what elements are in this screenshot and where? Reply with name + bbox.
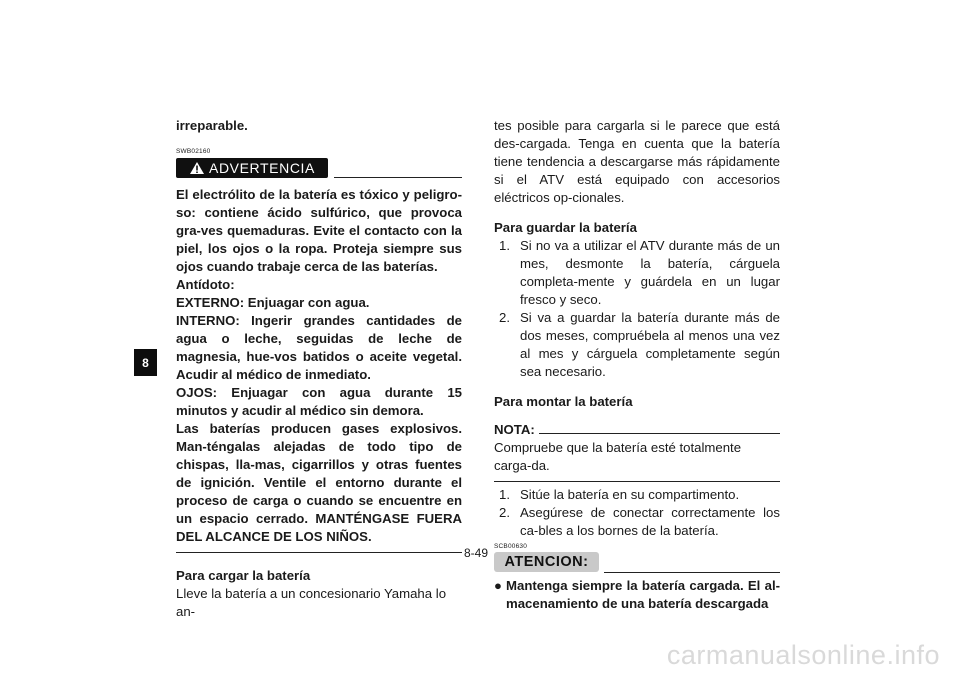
step-number: 1. [499,487,510,502]
step-text: Asegúrese de conectar correctamente los ca-bles a los bornes de la batería. [520,505,780,538]
list-item [494,309,780,381]
caution-text: Mantenga siempre la batería cargada. El al-macenamiento de una batería descargada [506,578,780,611]
list-item [494,486,780,504]
warning-paragraph: INTERNO: Ingerir grandes cantidades de agua o leche, seguidas de leche de magnesia, hue-vos batidos o aceite vegetal. Acudir al médico de inmediato. [176,313,462,382]
warning-triangle-icon [189,161,205,175]
install-steps [494,486,780,540]
caution-rule [604,572,780,573]
step-number: 2. [499,505,510,520]
warning-code: SWB02160 [176,148,211,155]
step-text: Si va a guardar la batería durante más de dos meses, compruébela al menos una vez al mes y cárguela completamente según sea necesario. [520,310,780,379]
store-steps [494,237,780,381]
warning-paragraph: OJOS: Enjuagar con agua durante 15 minutos y acudir al médico sin demora. [176,385,462,418]
caution-code: SCB00630 [494,543,528,550]
step-number: 1. [499,238,510,253]
note-header [494,421,780,439]
warning-rule [334,177,462,178]
caution-header [494,551,780,575]
page-number: 8-49 [464,546,489,560]
warning-paragraph: El electrólito de la batería es tóxico y peligro-so: contiene ácido sulfúrico, que provoca gra-ves quemaduras. Evite el contacto con la piel, los ojos o la ropa. Proteja siempre sus ojos cuando trabaje cerca de las baterías. [176,187,462,274]
bullet-icon: ● [494,578,502,593]
charge-text: Lleve la batería a un concesionario Yamaha lo an- [176,586,447,619]
list-item [494,504,780,540]
warning-paragraph: Las baterías producen gases explosivos. Man-téngalas alejadas de todo tipo de chispas, lla-mas, cigarrillos y otras fuentes de ignición. Ventile el entorno durante el proceso de carga o cuando se encuentre en un espacio cerrado. MANTÉNGASE FUERA DEL ALCANCE DE LOS NIÑOS. [176,421,462,544]
charge-heading: Para cargar la batería [176,568,311,583]
note-text: Compruebe que la batería esté totalmente carga-da. [494,440,742,473]
warning-badge [176,158,328,178]
watermark: carmanualsonline.info [666,640,940,670]
left-column [176,117,462,621]
step-text: Sitúe la batería en su compartimento. [520,487,740,502]
note-label: NOTA: [494,422,535,437]
continued-text-top: irreparable. [176,118,248,133]
continued-text: tes posible para cargarla si le parece que está des-cargada. Tenga en cuenta que la batería tiene tendencia a descargarse más rápidamente si el ATV está equipado con accesorios eléctricos op-cionales. [494,118,780,205]
warning-header [176,158,462,180]
note-rule [539,433,780,434]
warning-body [176,186,462,546]
caution-label: ATENCION: [504,554,589,570]
caution-badge [494,552,599,572]
step-number: 2. [499,310,510,325]
note-end-rule [494,481,780,482]
store-heading: Para guardar la batería [494,220,637,235]
warning-paragraph: EXTERNO: Enjuagar con agua. [176,295,370,310]
warning-paragraph: Antídoto: [176,277,235,292]
warning-label: ADVERTENCIA [209,160,315,176]
right-column [494,117,780,613]
list-item [494,237,780,309]
caution-bullet-item [494,577,780,613]
step-text: Si no va a utilizar el ATV durante más de un mes, desmonte la batería, cárguela completa-mente y guárdela en un lugar fresco y seco. [520,238,780,307]
install-heading: Para montar la batería [494,394,633,409]
chapter-tab: 8 [134,349,157,376]
